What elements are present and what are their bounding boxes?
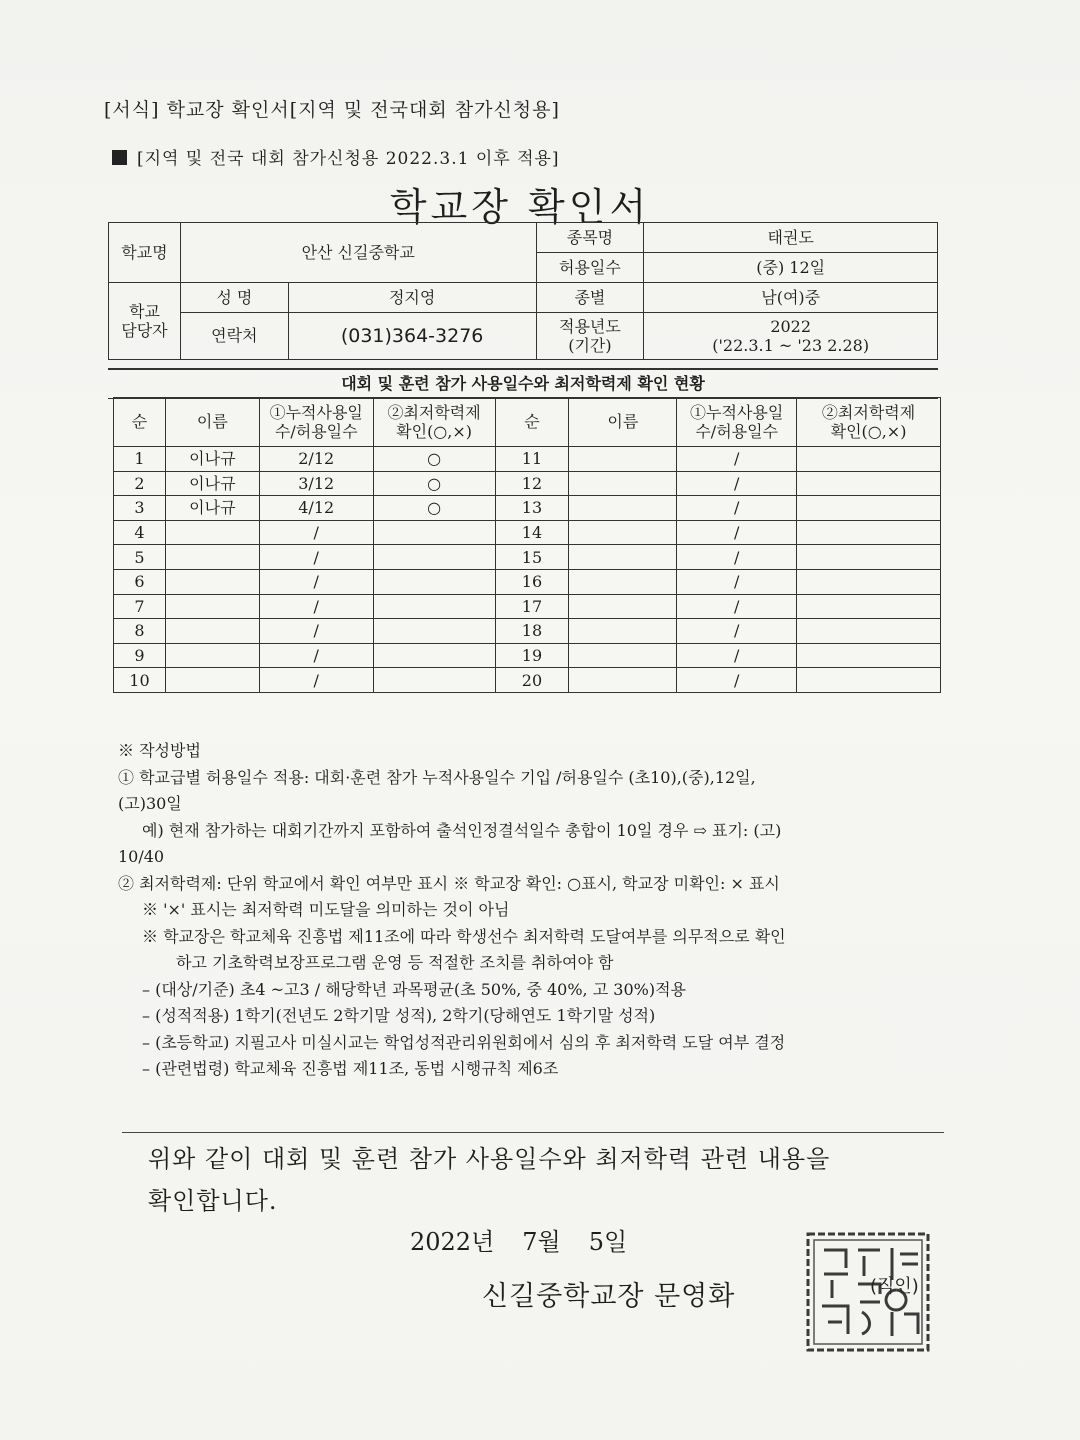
- school-info-table: [108, 222, 938, 360]
- row-check: [373, 520, 495, 545]
- row-no: 7: [114, 594, 166, 619]
- date-year: 2022년: [410, 1228, 495, 1256]
- date-day: 5일: [588, 1228, 628, 1256]
- col-header-days-line2: 수/허용일수: [274, 422, 358, 441]
- row-name-2: [569, 545, 677, 570]
- row-no-2: 18: [495, 619, 569, 644]
- row-name-2: [569, 643, 677, 668]
- manager-label-line2: 담당자: [121, 321, 168, 340]
- row-name-2: [569, 496, 677, 521]
- row-no: 1: [114, 447, 166, 472]
- row-check: ○: [373, 496, 495, 521]
- name-label: 성 명: [180, 283, 288, 313]
- applied-line-text: [지역 및 전국 대회 참가신청용 2022.3.1 이후 적용]: [137, 149, 560, 169]
- row-no-2: 13: [495, 496, 569, 521]
- row-check: ○: [373, 471, 495, 496]
- row-days-2: /: [677, 545, 797, 570]
- row-no-2: 19: [495, 643, 569, 668]
- table-row: [114, 594, 941, 619]
- row-check: [373, 643, 495, 668]
- row-days: 3/12: [259, 471, 373, 496]
- row-no-2: 15: [495, 545, 569, 570]
- row-name: [165, 594, 259, 619]
- row-days-2: /: [677, 569, 797, 594]
- page-title: 학교장 확인서: [389, 185, 651, 229]
- sport-value: 태권도: [644, 223, 938, 253]
- year-value-line1: 2022: [770, 316, 812, 336]
- col-header-check-2: [797, 398, 941, 447]
- table-row: [114, 545, 941, 570]
- row-check: [373, 569, 495, 594]
- confirmation-line2: 확인합니다.: [148, 1187, 278, 1215]
- usage-table: [113, 397, 941, 693]
- row-days: /: [259, 569, 373, 594]
- row-check-2: [797, 496, 941, 521]
- row-name: [165, 668, 259, 693]
- school-name-label: 학교명: [109, 223, 181, 283]
- row-name: [165, 520, 259, 545]
- row-check-2: [797, 545, 941, 570]
- row-no: 5: [114, 545, 166, 570]
- row-no: 9: [114, 643, 166, 668]
- row-days-2: /: [677, 643, 797, 668]
- row-check-2: [797, 569, 941, 594]
- name-value: 정지영: [288, 283, 536, 313]
- col-header-days-2-line1: ①누적사용일: [690, 402, 784, 422]
- row-name: 이나규: [165, 447, 259, 472]
- manager-label: [109, 283, 181, 360]
- row-check-2: [797, 668, 941, 693]
- manager-label-line1: 학교: [128, 301, 160, 321]
- row-name: [165, 545, 259, 570]
- row-check-2: [797, 447, 941, 472]
- row-name: [165, 619, 259, 644]
- col-header-check-line1: ②최저학력제: [387, 402, 481, 422]
- confirmation-text: [148, 1138, 830, 1222]
- row-no-2: 11: [495, 447, 569, 472]
- row-name-2: [569, 569, 677, 594]
- table-row: [114, 471, 941, 496]
- contact-value: (031)364-3276: [288, 313, 536, 360]
- row-name-2: [569, 471, 677, 496]
- row-days-2: /: [677, 447, 797, 472]
- col-header-check-2-line1: ②최저학력제: [821, 402, 916, 422]
- note-line: – (성적적용) 1학기(전년도 2학기말 성적), 2학기(당해연도 1학기말 성적): [142, 1006, 656, 1025]
- year-label: [536, 313, 644, 360]
- official-seal-icon: [804, 1230, 932, 1354]
- row-no: 2: [114, 471, 166, 496]
- row-check-2: [797, 520, 941, 545]
- row-days-2: /: [677, 594, 797, 619]
- category-value: 남(여)중: [644, 283, 938, 313]
- table-row: [114, 447, 941, 472]
- note-line: – (대상/기준) 초4 ~고3 / 해당학년 과목평균(초 50%, 중 40%, 고 30%)적용: [142, 979, 686, 999]
- row-name: 이나규: [165, 496, 259, 521]
- row-check-2: [797, 471, 941, 496]
- row-days: /: [259, 668, 373, 693]
- applied-line: [112, 144, 560, 169]
- row-days: 2/12: [259, 447, 373, 472]
- row-name: [165, 569, 259, 594]
- note-line: ※ 학교장은 학교체육 진흥법 제11조에 따라 학생선수 최저학력 도달여부를 의무적으로 확인: [142, 926, 786, 946]
- summary-title: 대회 및 훈련 참가 사용일수와 최저학력제 확인 현황: [108, 368, 938, 399]
- row-no-2: 16: [495, 569, 569, 594]
- row-no-2: 17: [495, 594, 569, 619]
- table-row: [114, 496, 941, 521]
- row-days: /: [259, 545, 373, 570]
- row-name: 이나규: [165, 471, 259, 496]
- square-bullet-icon: [112, 150, 127, 165]
- row-check: [373, 545, 495, 570]
- row-name-2: [569, 619, 677, 644]
- year-label-line2: (기간): [568, 336, 612, 355]
- note-line: (고)30일: [118, 794, 182, 813]
- row-check: [373, 668, 495, 693]
- row-no-2: 12: [495, 471, 569, 496]
- row-days-2: /: [677, 668, 797, 693]
- col-header-days-2-line2: 수/허용일수: [695, 422, 779, 441]
- col-header-no: 순: [114, 398, 166, 447]
- row-name-2: [569, 668, 677, 693]
- note-line: ※ '×' 표시는 최저학력 미도달을 의미하는 것이 아님: [142, 900, 510, 919]
- row-no: 10: [114, 668, 166, 693]
- row-days-2: /: [677, 471, 797, 496]
- category-label: 종별: [536, 283, 644, 313]
- school-name-value: 안산 신길중학교: [180, 223, 536, 283]
- seal-mark: (직인): [870, 1276, 919, 1297]
- row-days-2: /: [677, 619, 797, 644]
- table-header-row: [114, 398, 941, 447]
- row-days: /: [259, 520, 373, 545]
- row-days: 4/12: [259, 496, 373, 521]
- row-check: ○: [373, 447, 495, 472]
- row-check: [373, 619, 495, 644]
- col-header-name-2: 이름: [569, 398, 677, 447]
- note-line: 예) 현재 참가하는 대회기간까지 포함하여 출석인정결석일수 총합이 10일 경우 ⇨ 표기: (고): [142, 820, 782, 840]
- col-header-days-line1: ①누적사용일: [269, 402, 363, 422]
- note-line: – (초등학교) 지필고사 미실시교는 학업성적관리위원회에서 심의 후 최저학력 도달 여부 결정: [142, 1032, 786, 1052]
- row-days: /: [259, 594, 373, 619]
- col-header-name: 이름: [165, 398, 259, 447]
- year-value-line2: ('22.3.1 ~ '23 2.28): [712, 336, 870, 355]
- note-line: 10/40: [118, 847, 165, 866]
- table-row: [114, 520, 941, 545]
- table-row: [114, 619, 941, 644]
- row-no-2: 14: [495, 520, 569, 545]
- row-check-2: [797, 643, 941, 668]
- row-check-2: [797, 619, 941, 644]
- contact-label: 연락처: [180, 313, 288, 360]
- row-name-2: [569, 594, 677, 619]
- row-days: /: [259, 619, 373, 644]
- row-days-2: /: [677, 520, 797, 545]
- table-row: [114, 569, 941, 594]
- sport-label: 종목명: [536, 223, 644, 253]
- table-row: [114, 668, 941, 693]
- col-header-check-line2: 확인(○,×): [396, 422, 473, 441]
- confirmation-date: [410, 1222, 655, 1257]
- row-no: 4: [114, 520, 166, 545]
- row-name: [165, 643, 259, 668]
- row-no: 8: [114, 619, 166, 644]
- note-line: ② 최저학력제: 단위 학교에서 확인 여부만 표시 ※ 학교장 확인: ○표시, 학교장 미확인: × 표시: [118, 873, 780, 893]
- date-month: 7월: [522, 1228, 561, 1256]
- row-check: [373, 594, 495, 619]
- row-days-2: /: [677, 496, 797, 521]
- writing-instructions: [118, 738, 786, 1083]
- row-check-2: [797, 594, 941, 619]
- principal-name: 신길중학교장 문영화: [482, 1281, 736, 1312]
- confirmation-line1: 위와 같이 대회 및 훈련 참가 사용일수와 최저학력 관련 내용을: [148, 1145, 831, 1173]
- col-header-days: [259, 398, 373, 447]
- note-line: ※ 작성방법: [118, 741, 201, 760]
- allowed-days-label: 허용일수: [536, 253, 644, 283]
- row-no: 3: [114, 496, 166, 521]
- row-no-2: 20: [495, 668, 569, 693]
- row-no: 6: [114, 569, 166, 594]
- col-header-no-2: 순: [495, 398, 569, 447]
- col-header-check: [373, 398, 495, 447]
- note-line: – (관련법령) 학교체육 진흥법 제11조, 동법 시행규칙 제6조: [142, 1059, 559, 1078]
- note-line: 하고 기초학력보장프로그램 운영 등 적절한 조치를 취하여야 함: [176, 953, 614, 972]
- divider: [122, 1132, 944, 1133]
- row-name-2: [569, 447, 677, 472]
- col-header-days-2: [677, 398, 797, 447]
- note-line: ① 학교급별 허용일수 적용: 대회·훈련 참가 누적사용일수 기입 /허용일수 (초10),(중),12일,: [118, 767, 756, 787]
- form-type-line: [서식] 학교장 확인서[지역 및 전국대회 참가신청용]: [104, 99, 560, 121]
- table-row: [114, 643, 941, 668]
- year-value: [644, 313, 938, 360]
- row-days: /: [259, 643, 373, 668]
- year-label-line1: 적용년도: [559, 316, 621, 336]
- allowed-days-value: (중) 12일: [644, 253, 938, 283]
- row-name-2: [569, 520, 677, 545]
- col-header-check-2-line2: 확인(○,×): [830, 422, 907, 441]
